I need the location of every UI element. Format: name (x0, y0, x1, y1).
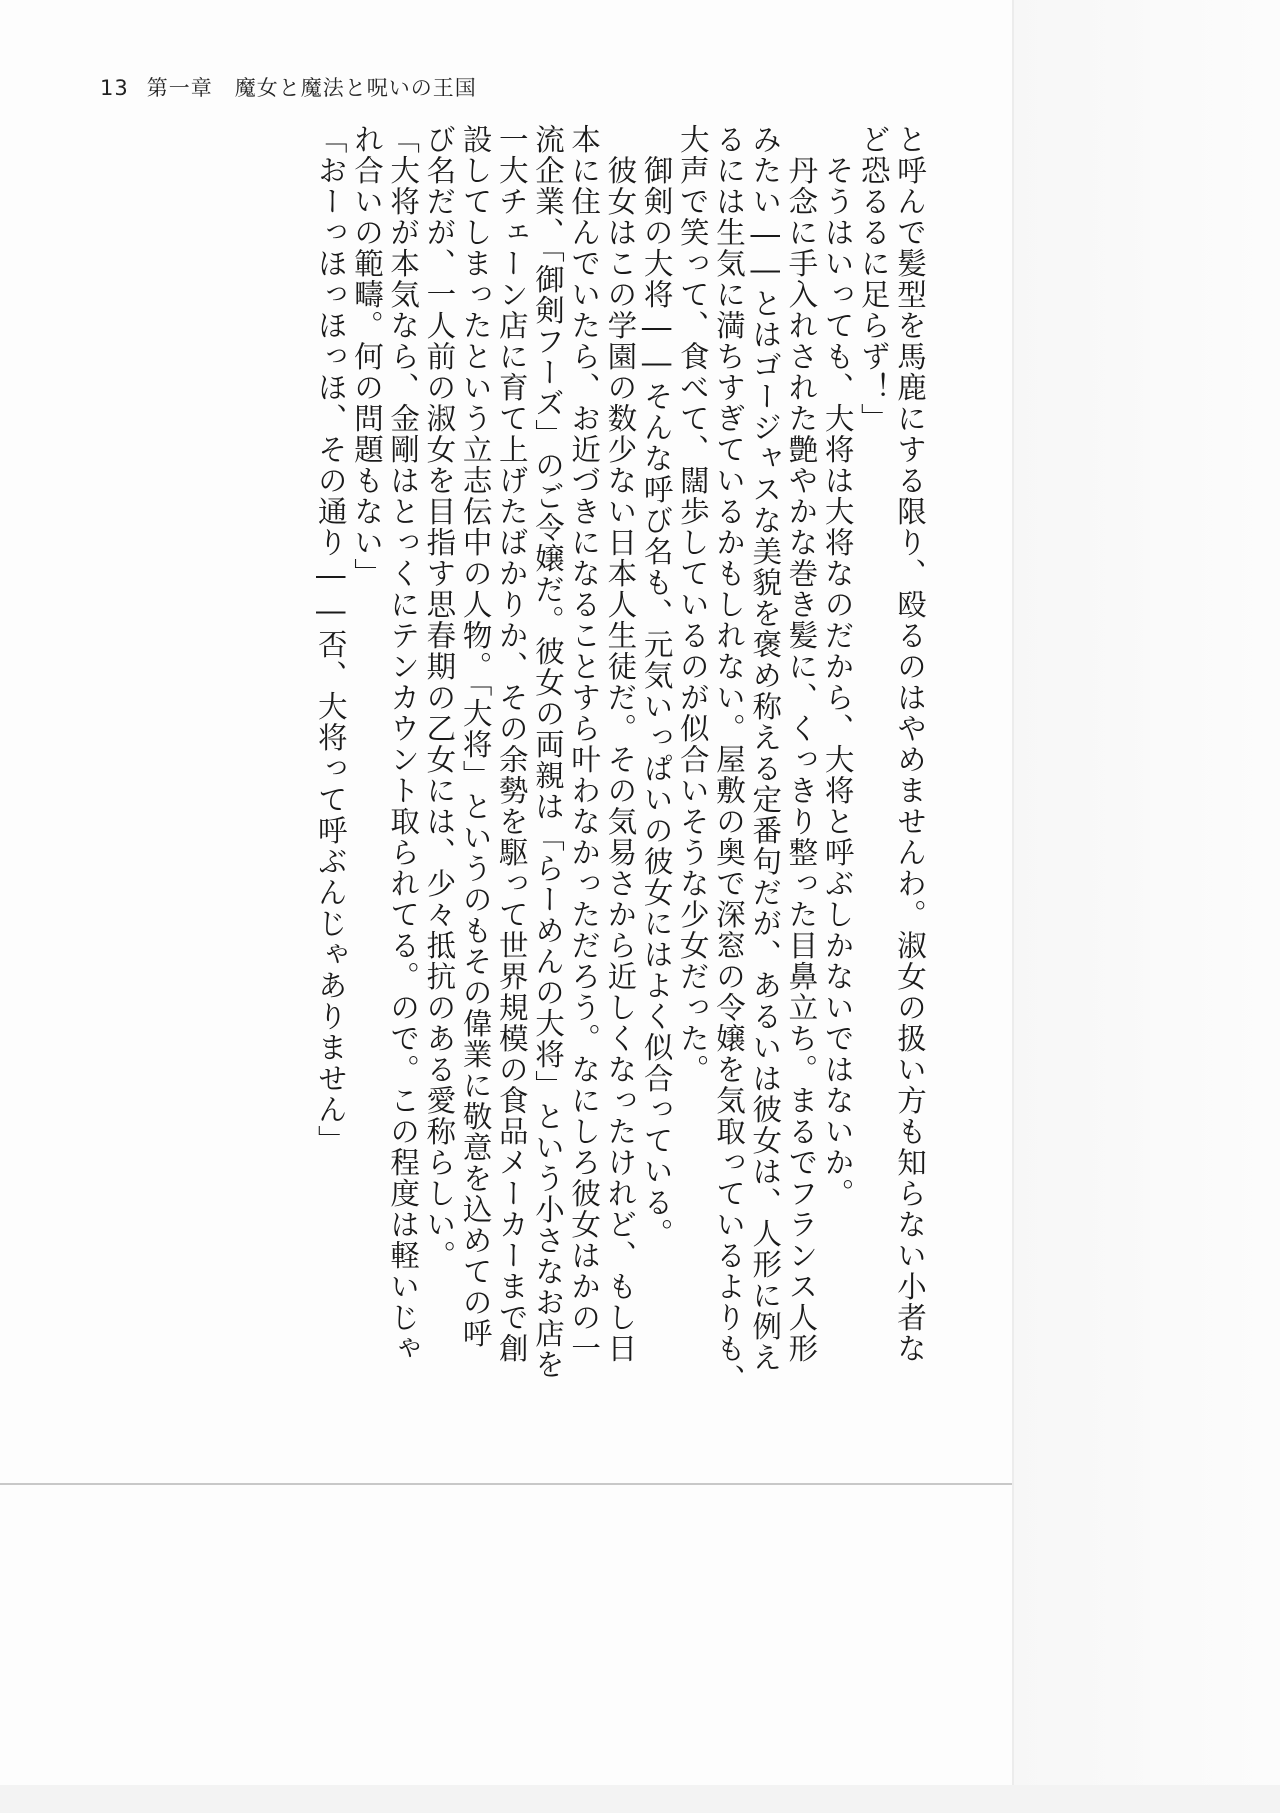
text-line: 彼女はこの学園の数少ない日本人生徒だ。その気易さから近しくなったけれど、もし日 (603, 124, 638, 1364)
page-number: 13 (100, 76, 129, 100)
text-line: び名だが、一人前の淑女を目指す思春期の乙女には、少々抵抗のある愛称らしい。 (422, 124, 457, 1271)
running-header (100, 72, 477, 102)
text-line: 設してしまったという立志伝中の人物。「大将」というのもその偉業に敬意を込めての呼 (458, 124, 493, 1350)
chapter-title: 魔女と魔法と呪いの王国 (234, 76, 477, 100)
text-line: 一大チェーン店に育て上げたばかりか、その余勢を駆って世界規模の食品メーカーまで創 (494, 124, 529, 1364)
text-line: そうはいっても、大将は大将なのだから、大将と呼ぶしかないではないか。 (820, 124, 855, 1209)
text-line: ど恐るるに足らず！」 (856, 124, 891, 434)
scan-bottom-edge (0, 1785, 1280, 1813)
text-line: 本に住んでいたら、お近づきになることすら叶わなかっただろう。なにしろ彼女はかの一 (567, 124, 602, 1364)
text-line: れ合いの範疇。何の問題もない」 (349, 124, 384, 589)
text-line: 「おーっほっほっほ、その通り――否、大将って呼ぶんじゃありません」 (313, 124, 348, 1156)
text-line: みたい――とはゴージャスな美貌を褒め称える定番句だが、あるいは彼女は、人形に例え (748, 124, 783, 1373)
text-line: 「大将が本気なら、金剛はとっくにテンカウント取られてる。ので。この程度は軽いじゃ (386, 124, 421, 1364)
text-line: と呼んで髪型を馬鹿にする限り、殴るのはやめませんわ。淑女の扱い方も知らない小者な (893, 124, 927, 1364)
text-line: 丹念に手入れされた艶やかな巻き髪に、くっきり整った目鼻立ち。まるでフランス人形 (784, 124, 819, 1364)
page-bottom-rule (0, 1483, 1012, 1485)
text-line: 大声で笑って、食べて、闊歩しているのが似合いそうな少女だった。 (675, 124, 710, 1085)
text-line: 流企業、「御剣フーズ」のご令嬢だ。彼女の両親は「らーめんの大将」という小さなお店を (530, 124, 565, 1381)
text-line: るには生気に満ちすぎているかもしれない。屋敷の奥で深窓の令嬢を気取っているよりも、 (711, 124, 746, 1395)
vertical-body-text (313, 124, 928, 1414)
text-line: 御剣の大将――そんな呼び名も、元気いっぱいの彼女にはよく似合っている。 (639, 124, 674, 1249)
chapter-label: 第一章 (146, 76, 213, 100)
page-fold-line (1012, 0, 1014, 1813)
scan-margin (1012, 0, 1280, 1813)
